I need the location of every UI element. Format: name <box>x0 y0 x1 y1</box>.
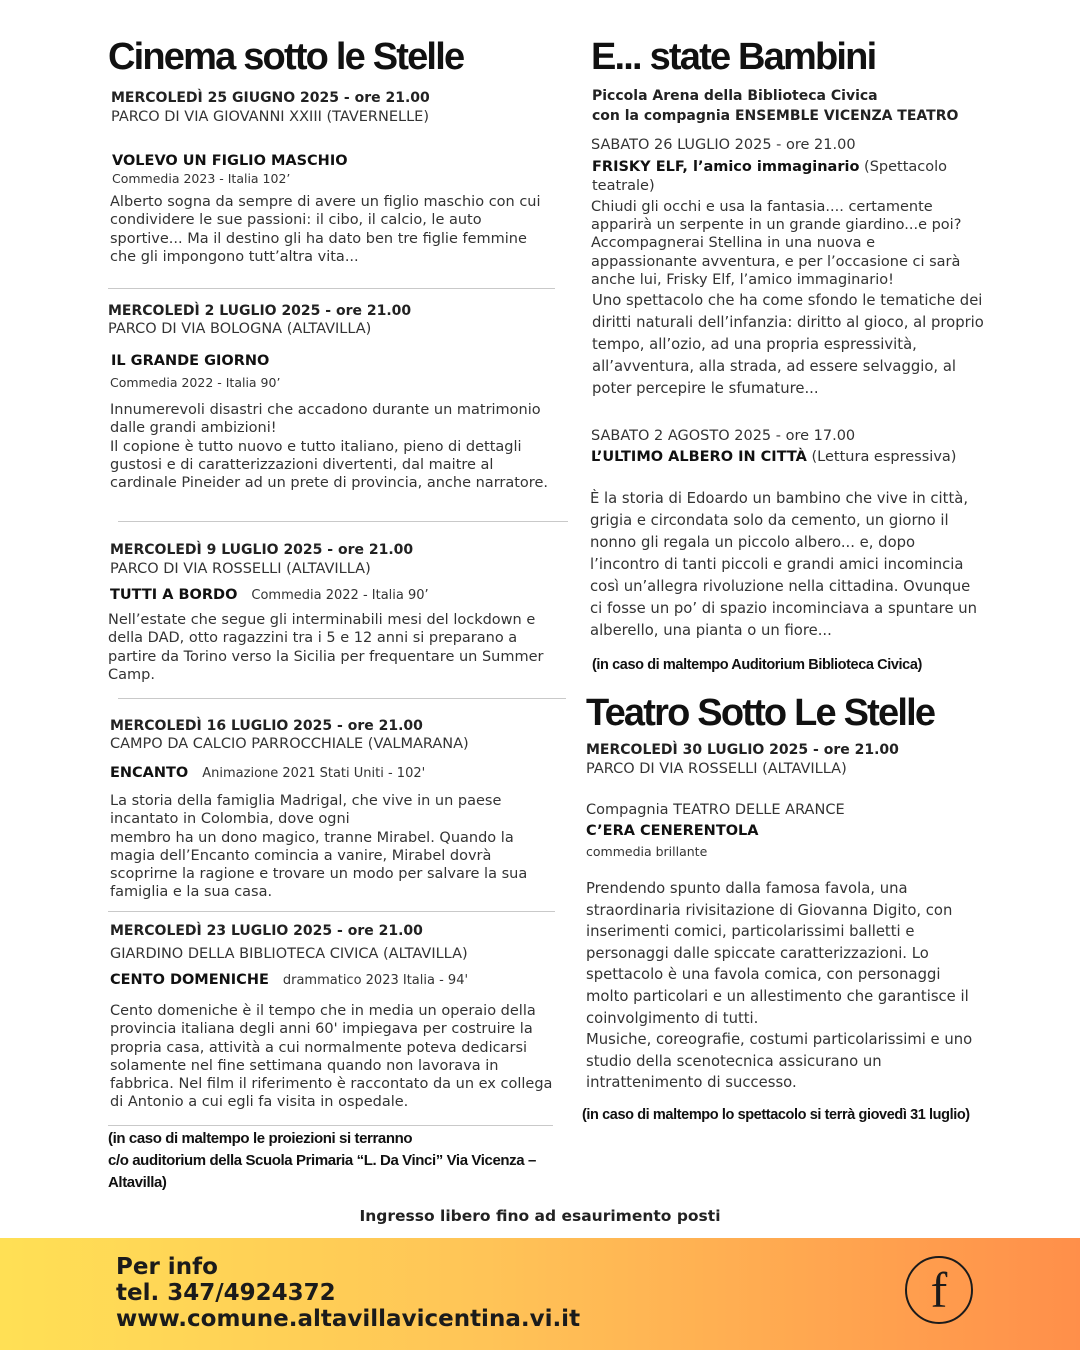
event-date: MERCOLEDÌ 9 LUGLIO 2025 - ore 21.00 <box>110 542 414 558</box>
phone-number: tel. 347/4924372 <box>116 1280 336 1306</box>
event-title <box>591 447 976 467</box>
event-date: SABATO 2 AGOSTO 2025 - ore 17.00 <box>591 428 856 444</box>
event-place: PARCO DI VIA ROSSELLI (ALTAVILLA) <box>110 561 371 577</box>
event-title <box>110 763 425 784</box>
contact-info <box>116 1254 580 1332</box>
event-place: CAMPO DA CALCIO PARROCCHIALE (VALMARANA) <box>110 736 469 752</box>
event-title-text: L’ULTIMO ALBERO IN CITTÀ <box>591 449 807 465</box>
event-date: MERCOLEDÌ 25 GIUGNO 2025 - ore 21.00 <box>111 90 430 106</box>
event-genre: drammatico 2023 Italia - 94' <box>282 973 469 988</box>
teatro-heading: Teatro Sotto Le Stelle <box>586 692 935 734</box>
event-title-text: FRISKY ELF, l’amico immaginario <box>592 159 860 175</box>
divider <box>108 288 555 289</box>
event-title-text: ENCANTO <box>110 765 189 781</box>
cinema-heading: Cinema sotto le Stelle <box>108 36 464 78</box>
venue-line: Piccola Arena della Biblioteca Civica <box>592 88 878 104</box>
event-description: Uno spettacolo che ha come sfondo le tematiche dei diritti naturali dell’infanzia: diritto al gioco, al proprio tempo, all’ozio, ad una propria espressività, all’avventura, alla strada, ad essere selvaggio, al poter percepire le sfumature... <box>592 292 984 397</box>
event-genre: Commedia 2022 - Italia 90’ <box>110 375 281 390</box>
event-date: MERCOLEDÌ 30 LUGLIO 2025 - ore 21.00 <box>586 742 899 758</box>
company-name: Compagnia TEATRO DELLE ARANCE <box>586 802 845 818</box>
free-entry-notice: Ingresso libero fino ad esaurimento posti <box>359 1207 721 1225</box>
event-genre: Commedia 2022 - Italia 90’ <box>251 588 429 603</box>
info-label: Per info <box>116 1254 218 1280</box>
event-title <box>110 585 429 606</box>
venue-company: con la compagnia ENSEMBLE VICENZA TEATRO <box>592 108 959 124</box>
weather-note: (in caso di maltempo le proiezioni si terranno c/o auditorium della Scuola Primaria “L. Da Vinci” Via Vicenza – Altavilla) <box>108 1130 536 1191</box>
facebook-icon[interactable]: f <box>905 1256 973 1324</box>
event-title-text: CENTO DOMENICHE <box>110 972 269 988</box>
event-genre: Animazione 2021 Stati Uniti - 102' <box>202 766 426 781</box>
event-title-text: TUTTI A BORDO <box>110 587 238 603</box>
event-date: SABATO 26 LUGLIO 2025 - ore 21.00 <box>591 137 856 153</box>
event-description: Alberto sogna da sempre di avere un figlio maschio con cui condividere le sue passioni: il cibo, il calcio, le auto sportive... Ma il destino gli ha dato ben tre figlie femmine che gli impongono tutt’altra vita... <box>110 194 541 265</box>
event-genre: commedia brillante <box>586 844 708 859</box>
event-type: (Lettura espressiva) <box>806 449 957 465</box>
event-title: C’ERA CENERENTOLA <box>586 823 759 839</box>
event-description: La storia della famiglia Madrigal, che vive in un paese incantato in Colombia, dove ogni membro ha un dono magico, tranne Mirabel. Quando la magia dell’Encanto comincia a vanire, Mirabel dovrà scoprirne la ragione e trovare un modo per salvare la sua famiglia e la sua casa. <box>110 793 528 901</box>
event-place: PARCO DI VIA ROSSELLI (ALTAVILLA) <box>586 761 847 777</box>
divider <box>108 911 555 912</box>
event-title: IL GRANDE GIORNO <box>111 353 270 369</box>
event-genre: Commedia 2023 - Italia 102’ <box>112 171 291 186</box>
event-description: Cento domeniche è il tempo che in media un operaio della provincia italiana degli anni 60' impiegava per costruire la propria casa, attività a cui normalmente poteva dedicarsi solamente nel fine settimana quando non lavorava in fabbrica. Nel film il riferimento è raccontato da un ex collega di Antonio a cui egli fa visita in ospedale. <box>110 1003 553 1111</box>
event-title: VOLEVO UN FIGLIO MASCHIO <box>112 153 348 169</box>
event-description: È la storia di Edoardo un bambino che vive in città, grigia e circondata solo da cemento, un giorno il nonno gli regala un piccolo albero... e, dopo l’incontro di tanti piccoli e grandi amici incomincia così un’allegra rivoluzione nella cittadina. Ovunque ci fosse un po’ di spazio incominciava a spuntare un alberello, una pianta o un fiore... <box>590 490 978 639</box>
divider <box>108 1125 553 1126</box>
event-type: (Spettacolo teatrale) <box>592 159 948 194</box>
weather-note: (in caso di maltempo lo spettacolo si terrà giovedì 31 luglio) <box>582 1107 970 1123</box>
event-description: Innumerevoli disastri che accadono durante un matrimonio dalle grandi ambizioni! Il copione è tutto nuovo e tutto italiano, pieno di dettagli gustosi e di caratterizzazioni divertenti, dal maitre al cardinale Pineider ad un prete di provincia, anche narratore. <box>110 402 548 492</box>
divider <box>118 521 568 522</box>
event-date: MERCOLEDÌ 23 LUGLIO 2025 - ore 21.00 <box>110 923 423 939</box>
event-date: MERCOLEDÌ 2 LUGLIO 2025 - ore 21.00 <box>108 303 412 319</box>
event-place: GIARDINO DELLA BIBLIOTECA CIVICA (ALTAVILLA) <box>110 946 468 962</box>
event-date: MERCOLEDÌ 16 LUGLIO 2025 - ore 21.00 <box>110 718 423 734</box>
event-description: Prendendo spunto dalla famosa favola, una straordinaria rivisitazione di Giovanna Digito, con inserimenti comici, particolarissimi balletti e personaggi dalle spiccate caratterizzazioni. Lo spettacolo è una favola comica, con personaggi molto particolari e un allestimento che garantisce il coinvolgimento di tutti. Musiche, coreografie, costumi particolarissimi e uno studio della scenotecnica assicurano un intrattenimento di successo. <box>586 880 973 1092</box>
event-description: Nell’estate che segue gli interminabili mesi del lockdown e della DAD, otto ragazzini tra i 5 e 12 anni si preparano a partire da Torino verso la Sicilia per frequentare un Summer Camp. <box>108 612 544 683</box>
event-title <box>110 970 468 991</box>
event-place: PARCO DI VIA GIOVANNI XXIII (TAVERNELLE) <box>111 109 429 125</box>
event-description: Chiudi gli occhi e usa la fantasia.... certamente apparirà un serpente in un grande giardino...e poi? Accompagnerai Stellina in una nuova e appassionante avventura, e per l’occasione ci sarà anche lui, Frisky Elf, l’amico immaginario! <box>591 199 962 288</box>
event-place: PARCO DI VIA BOLOGNA (ALTAVILLA) <box>108 321 372 337</box>
info-footer <box>0 1238 1080 1350</box>
divider <box>118 698 566 699</box>
weather-note: (in caso di maltempo Auditorium Biblioteca Civica) <box>592 657 922 673</box>
bambini-heading: E... state Bambini <box>591 36 876 78</box>
event-title <box>592 157 977 195</box>
website-link[interactable]: www.comune.altavillavicentina.vi.it <box>116 1306 581 1332</box>
